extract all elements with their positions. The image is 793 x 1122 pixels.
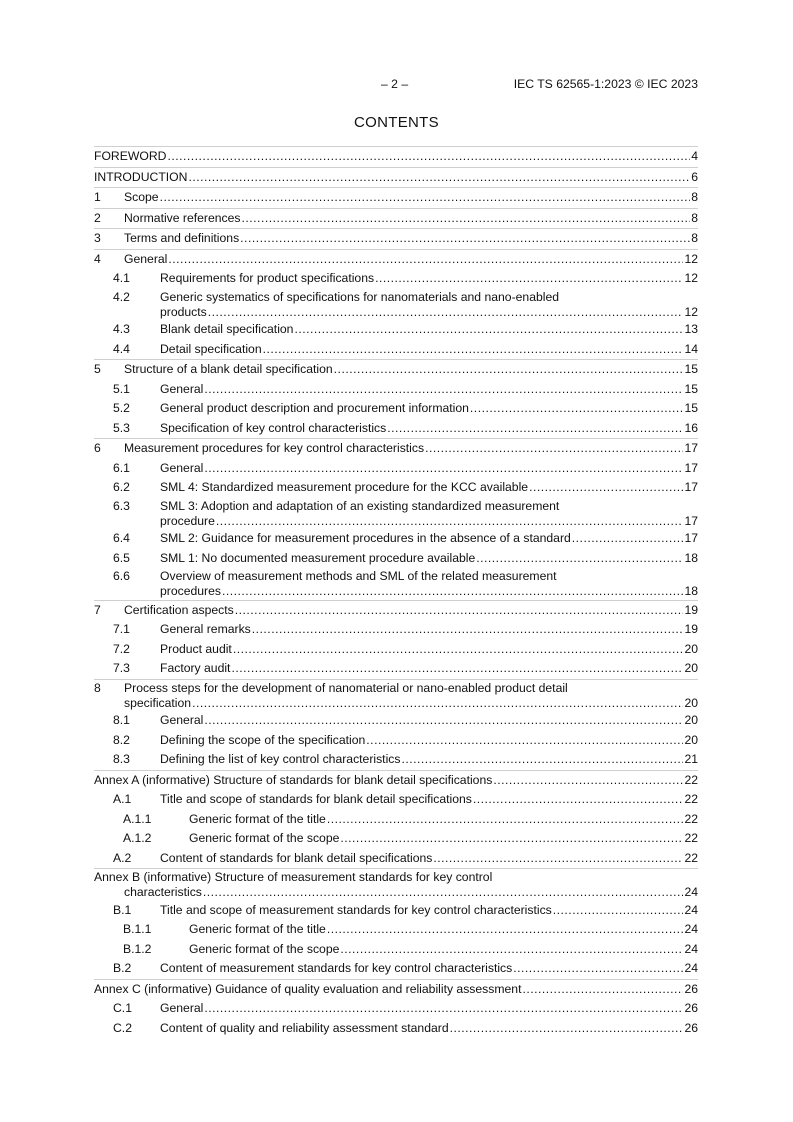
toc-entry-number: 5.3: [113, 420, 130, 435]
toc-entry[interactable]: [94, 187, 698, 208]
toc-entry-title: INTRODUCTION: [94, 169, 188, 184]
toc-entry-title: Structure of a blank detail specification: [124, 362, 333, 376]
toc-entry-title: products: [160, 304, 207, 319]
toc-page-number: 18: [684, 584, 698, 598]
toc-entry-title: Defining the list of key control characteristics: [160, 752, 401, 766]
toc-page-number: 12: [684, 271, 698, 285]
toc-leader-dots: [263, 340, 684, 360]
toc-entry[interactable]: [94, 829, 698, 849]
toc-entry-number: 1: [94, 190, 101, 204]
toc-entry-title: Content of quality and reliability assessment standard: [160, 1020, 449, 1035]
toc-entry-title: characteristics: [124, 885, 202, 899]
toc-entry[interactable]: [94, 600, 698, 621]
toc-page-number: 20: [684, 713, 698, 727]
toc-entry-title: Annex C (informative) Guidance of quality evaluation and reliability assessment: [94, 981, 522, 996]
toc-entry-number: 4.1: [113, 271, 130, 285]
toc-entry-title: SML 1: No documented measurement procedure available: [160, 550, 476, 565]
toc-page-number: 18: [684, 550, 698, 565]
toc-leader-dots: [204, 999, 683, 1019]
toc-leader-dots: [470, 399, 684, 419]
toc-leader-dots: [233, 640, 684, 660]
toc-entry-number: 5: [94, 362, 101, 376]
toc-entry-number: 6.4: [113, 531, 130, 545]
toc-page-number: 24: [684, 941, 698, 956]
toc-page-number: 15: [684, 362, 698, 376]
toc-page-number: 15: [684, 381, 698, 396]
toc-leader-dots: [366, 731, 683, 751]
toc-entry-number: 4.3: [113, 322, 130, 336]
toc-entry[interactable]: [94, 568, 698, 600]
toc-entry-number: 8.1: [113, 713, 130, 727]
toc-page-number: 17: [684, 531, 698, 545]
toc-entry[interactable]: [94, 868, 698, 901]
toc-leader-dots: [204, 459, 683, 479]
toc-entry-number: 6: [94, 441, 101, 455]
toc-entry[interactable]: [94, 359, 698, 380]
page-title: CONTENTS: [354, 114, 439, 131]
toc-leader-dots: [222, 584, 683, 600]
toc-page-number: 16: [684, 420, 698, 435]
document-reference: IEC TS 62565-1:2023 © IEC 2023: [513, 77, 698, 91]
toc-entry[interactable]: [94, 640, 698, 660]
toc-entry[interactable]: [94, 810, 698, 830]
toc-entry[interactable]: [94, 419, 698, 439]
toc-entry[interactable]: [94, 320, 698, 340]
toc-page-number: 24: [684, 885, 698, 899]
toc-entry-number: 7.3: [113, 661, 130, 675]
toc-entry-title: Defining the scope of the specification: [160, 732, 366, 747]
toc-entry-number: 6.5: [113, 550, 130, 565]
toc-page-number: 26: [684, 1020, 698, 1035]
toc-leader-dots: [401, 750, 683, 770]
toc-entry[interactable]: [94, 901, 698, 921]
toc-entry-title: SML 2: Guidance for measurement procedures in the absence of a standard: [160, 531, 571, 545]
toc-entry[interactable]: [94, 959, 698, 979]
toc-entry[interactable]: [94, 269, 698, 289]
toc-page-number: 17: [684, 460, 698, 475]
toc-entry[interactable]: [94, 940, 698, 960]
toc-leader-dots: [522, 980, 683, 1000]
toc-entry-title: Certification aspects: [124, 602, 234, 617]
toc-entry-title: Specification of key control characteristics: [160, 420, 387, 435]
toc-page-number: 19: [684, 622, 698, 636]
toc-leader-dots: [375, 269, 683, 289]
toc-page-number: 24: [684, 961, 698, 975]
toc-entry-title: Content of standards for blank detail specifications: [160, 850, 433, 865]
toc-entry[interactable]: [94, 549, 698, 569]
toc-entry-number: B.1.1: [123, 922, 152, 936]
toc-entry[interactable]: [94, 770, 698, 791]
toc-leader-dots: [340, 829, 683, 849]
toc-entry[interactable]: [94, 620, 698, 640]
toc-entry[interactable]: [94, 249, 698, 270]
toc-entry[interactable]: [94, 438, 698, 459]
toc-entry[interactable]: [94, 750, 698, 770]
toc-entry-number: B.2: [113, 961, 132, 975]
toc-entry-number: A.1: [113, 792, 132, 806]
toc-page-number: 17: [684, 513, 698, 528]
toc-entry[interactable]: [94, 679, 698, 712]
toc-entry-title: SML 3: Adoption and adaptation of an existing standardized measurement: [160, 498, 560, 513]
toc-entry[interactable]: [94, 208, 698, 229]
toc-leader-dots: [387, 419, 683, 439]
toc-leader-dots: [204, 711, 683, 731]
toc-page-number: 22: [684, 831, 698, 845]
toc-leader-dots: [294, 320, 683, 340]
toc-entry[interactable]: [94, 849, 698, 869]
page-header: [0, 77, 793, 93]
toc-entry[interactable]: [94, 1019, 698, 1039]
toc-entry-number: C.1: [113, 1001, 132, 1015]
toc-entry-title: SML 4: Standardized measurement procedure for the KCC available: [160, 480, 529, 494]
toc-entry-number: 7.1: [113, 622, 130, 636]
toc-entry-title: Annex A (informative) Structure of standards for blank detail specifications: [94, 772, 493, 787]
toc-page-number: 12: [684, 251, 698, 266]
toc-page-number: 22: [684, 792, 698, 806]
toc-entry-number: 6.1: [113, 460, 130, 475]
toc-entry[interactable]: [94, 920, 698, 940]
toc-leader-dots: [476, 549, 683, 569]
toc-page-number: 22: [684, 772, 698, 787]
toc-entry-title: General: [160, 460, 204, 475]
toc-leader-dots: [240, 229, 690, 249]
toc-leader-dots: [334, 360, 684, 380]
toc-page-number: 8: [691, 190, 698, 204]
toc-leader-dots: [242, 209, 691, 229]
toc-entry-title: Title and scope of standards for blank detail specifications: [160, 792, 472, 806]
toc-page-number: 20: [684, 661, 698, 675]
toc-entry[interactable]: [94, 731, 698, 751]
toc-entry[interactable]: [94, 979, 698, 1000]
toc-leader-dots: [553, 901, 684, 921]
toc-page-number: 26: [684, 981, 698, 996]
toc-page-number: 17: [684, 441, 698, 455]
toc-page-number: 20: [684, 695, 698, 710]
toc-entry[interactable]: [94, 399, 698, 419]
toc-entry-number: 4: [94, 251, 101, 266]
toc-entry[interactable]: [94, 498, 698, 530]
toc-page-number: 24: [684, 922, 698, 936]
toc-entry-number: B.1.2: [123, 941, 152, 956]
toc-leader-dots: [192, 696, 683, 712]
toc-entry-title: General: [160, 381, 204, 396]
toc-entry-number: 8: [94, 680, 101, 695]
toc-entry-number: 5.2: [113, 401, 130, 415]
table-of-contents: [94, 146, 698, 1038]
toc-entry-title: FOREWORD: [94, 149, 167, 163]
toc-entry-number: 7: [94, 602, 101, 617]
page-number: – 2 –: [381, 77, 409, 91]
toc-entry-title: General: [160, 713, 204, 727]
toc-entry[interactable]: [94, 478, 698, 498]
toc-entry-title: Title and scope of measurement standards for key control characteristics: [160, 902, 552, 917]
toc-leader-dots: [235, 601, 684, 621]
toc-page-number: 20: [684, 641, 698, 656]
toc-page-number: 8: [691, 210, 698, 225]
toc-leader-dots: [188, 168, 690, 188]
toc-leader-dots: [513, 959, 683, 979]
toc-entry-title: Scope: [124, 190, 159, 204]
toc-entry[interactable]: [94, 340, 698, 360]
toc-entry-number: 4.4: [113, 341, 130, 356]
toc-entry[interactable]: [94, 167, 698, 188]
toc-entry-title: General product description and procurement information: [160, 401, 469, 415]
toc-leader-dots: [327, 920, 684, 940]
toc-entry-number: 6.6: [113, 569, 130, 583]
toc-entry-number: 8.2: [113, 732, 130, 747]
toc-entry-number: 2: [94, 210, 101, 225]
toc-leader-dots: [433, 849, 683, 869]
toc-entry-title: Generic format of the title: [189, 811, 326, 826]
toc-entry-number: 4.2: [113, 289, 130, 304]
toc-leader-dots: [168, 250, 683, 270]
toc-page-number: 24: [684, 902, 698, 917]
toc-entry-number: 6.3: [113, 498, 130, 513]
toc-entry-title: Overview of measurement methods and SML of the related measurement: [160, 569, 557, 583]
toc-leader-dots: [204, 380, 683, 400]
toc-entry-title: Generic format of the scope: [189, 831, 340, 845]
toc-entry-number: A.1.1: [123, 811, 152, 826]
toc-page-number: 13: [684, 322, 698, 336]
toc-page-number: 14: [684, 341, 698, 356]
toc-leader-dots: [252, 620, 684, 640]
toc-leader-dots: [572, 529, 684, 549]
toc-entry-title: Requirements for product specifications: [160, 271, 375, 285]
toc-entry[interactable]: [94, 790, 698, 810]
toc-entry[interactable]: [94, 228, 698, 249]
toc-entry-title: Content of measurement standards for key control characteristics: [160, 961, 513, 975]
toc-page-number: 12: [684, 304, 698, 319]
toc-entry-number: A.1.2: [123, 831, 152, 845]
toc-entry-title: specification: [124, 695, 192, 710]
toc-entry[interactable]: [94, 459, 698, 479]
toc-entry[interactable]: [94, 146, 698, 167]
toc-page-number: 17: [684, 480, 698, 494]
toc-entry-number: A.2: [113, 850, 132, 865]
toc-entry-title: Terms and definitions: [124, 231, 240, 245]
toc-leader-dots: [425, 439, 683, 459]
toc-page-number: 26: [684, 1001, 698, 1015]
toc-entry-title: Process steps for the development of nanomaterial or nano-enabled product detail: [124, 680, 568, 695]
toc-leader-dots: [473, 790, 684, 810]
toc-entry-number: C.2: [113, 1020, 132, 1035]
toc-page-number: 15: [684, 401, 698, 415]
toc-entry[interactable]: [94, 380, 698, 400]
toc-page-number: 19: [684, 602, 698, 617]
toc-entry-title: Generic systematics of specifications for nanomaterials and nano-enabled: [160, 289, 560, 304]
toc-leader-dots: [340, 940, 683, 960]
toc-page-number: 21: [684, 752, 698, 766]
toc-entry-title: Detail specification: [160, 341, 262, 356]
toc-page-number: 8: [691, 231, 698, 245]
toc-entry-title: Generic format of the scope: [189, 941, 340, 956]
toc-leader-dots: [208, 305, 684, 321]
toc-page-number: 22: [684, 811, 698, 826]
toc-entry-title: Blank detail specification: [160, 322, 294, 336]
toc-leader-dots: [160, 188, 691, 208]
toc-entry-number: 5.1: [113, 381, 130, 396]
toc-entry-title: General remarks: [160, 622, 251, 636]
toc-leader-dots: [493, 771, 683, 791]
toc-entry-title: Factory audit: [160, 661, 231, 675]
toc-page-number: 4: [691, 149, 698, 163]
toc-entry-title: General: [124, 251, 168, 266]
toc-leader-dots: [216, 514, 684, 530]
toc-leader-dots: [231, 659, 683, 679]
toc-leader-dots: [327, 810, 684, 830]
toc-page-number: 22: [684, 850, 698, 865]
toc-page-number: 6: [691, 169, 698, 184]
toc-entry-title: procedures: [160, 584, 221, 598]
toc-entry[interactable]: [94, 711, 698, 731]
toc-entry-title: Product audit: [160, 641, 232, 656]
toc-entry-number: 6.2: [113, 480, 130, 494]
toc-entry-title: Measurement procedures for key control characteristics: [124, 441, 425, 455]
toc-entry[interactable]: [94, 659, 698, 679]
toc-entry-title: Normative references: [124, 210, 241, 225]
toc-entry-number: 7.2: [113, 641, 130, 656]
toc-entry[interactable]: [94, 999, 698, 1019]
toc-leader-dots: [203, 885, 684, 901]
toc-leader-dots: [450, 1019, 684, 1039]
toc-leader-dots: [529, 478, 683, 498]
toc-entry-number: 8.3: [113, 752, 130, 766]
toc-entry-title: General: [160, 1001, 204, 1015]
toc-entry-number: B.1: [113, 902, 132, 917]
toc-entry[interactable]: [94, 289, 698, 321]
toc-entry-number: 3: [94, 231, 101, 245]
toc-page-number: 20: [684, 732, 698, 747]
toc-entry[interactable]: [94, 529, 698, 549]
toc-entry-title: procedure: [160, 513, 215, 528]
toc-leader-dots: [167, 147, 690, 167]
toc-entry-title: Annex B (informative) Structure of measurement standards for key control: [94, 870, 493, 884]
toc-entry-title: Generic format of the title: [189, 922, 326, 936]
